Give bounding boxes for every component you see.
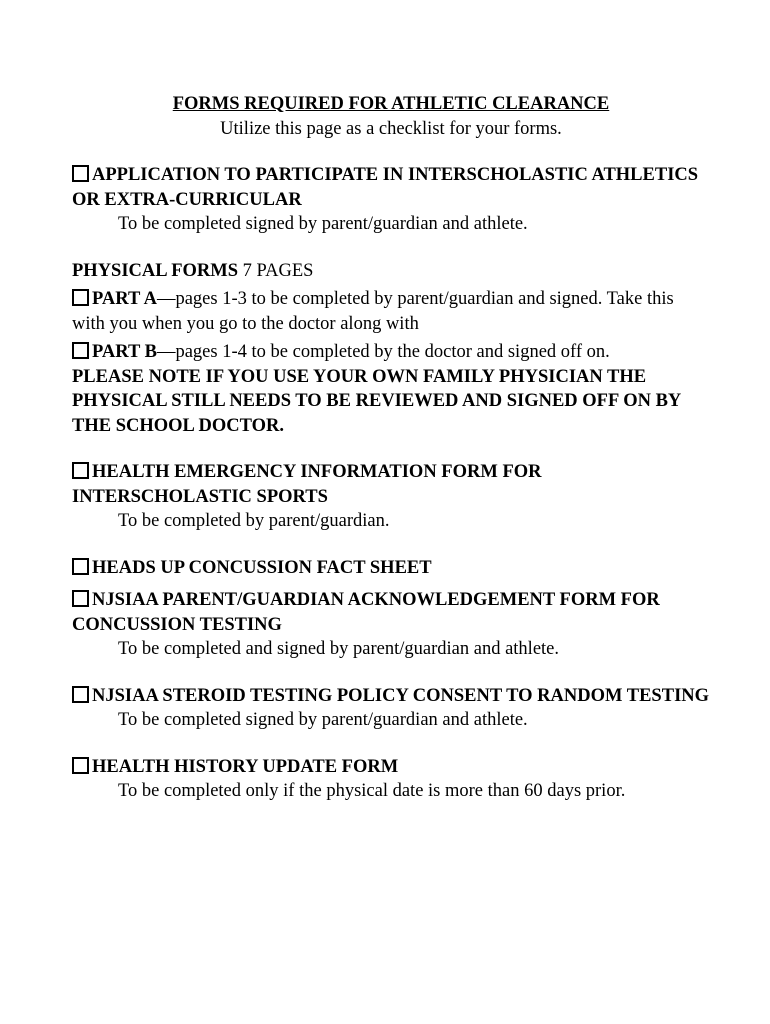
application-title: APPLICATION TO PARTICIPATE IN INTERSCHOLASTIC ATHLETICS OR EXTRA-CURRICULAR bbox=[72, 165, 699, 210]
health-emergency-note: To be completed by parent/guardian. bbox=[118, 511, 390, 531]
steroid-note: To be completed signed by parent/guardian and athlete. bbox=[118, 710, 528, 730]
health-emergency-title: HEALTH EMERGENCY INFORMATION FORM FOR INTERSCHOLASTIC SPORTS bbox=[72, 462, 542, 507]
part-b-checkbox[interactable] bbox=[72, 342, 89, 359]
physical-pages: 7 PAGES bbox=[242, 260, 314, 281]
health-history-item bbox=[72, 755, 710, 804]
fact-sheet-checkbox[interactable] bbox=[72, 558, 89, 575]
concussion-section bbox=[72, 556, 710, 662]
physical-forms-section bbox=[72, 259, 710, 439]
health-emergency-checkbox[interactable] bbox=[72, 462, 89, 479]
part-b-text: —pages 1-4 to be completed by the doctor and signed off on. bbox=[156, 342, 610, 362]
health-history-title: HEALTH HISTORY UPDATE FORM bbox=[92, 756, 399, 777]
part-a-item bbox=[72, 287, 710, 336]
health-emergency-item bbox=[72, 460, 710, 534]
physical-heading: PHYSICAL FORMS bbox=[72, 260, 239, 281]
concussion-ack-title: NJSIAA PARENT/GUARDIAN ACKNOWLEDGEMENT FORM FOR CONCUSSION TESTING bbox=[72, 590, 660, 635]
concussion-ack-checkbox[interactable] bbox=[72, 590, 89, 607]
part-a-checkbox[interactable] bbox=[72, 289, 89, 306]
steroid-item bbox=[72, 684, 710, 733]
physical-warning: PLEASE NOTE IF YOU USE YOUR OWN FAMILY PHYSICIAN THE PHYSICAL STILL NEEDS TO BE REVIEWED AND SIGNED OFF ON BY THE SCHOOL DOCTOR. bbox=[72, 366, 681, 436]
part-b-item bbox=[72, 340, 710, 365]
steroid-title: NJSIAA STEROID TESTING POLICY CONSENT TO RANDOM TESTING bbox=[92, 685, 710, 706]
concussion-note: To be completed and signed by parent/guardian and athlete. bbox=[118, 639, 560, 659]
part-b-label: PART B bbox=[92, 342, 157, 362]
health-history-checkbox[interactable] bbox=[72, 757, 89, 774]
fact-sheet-title: HEADS UP CONCUSSION FACT SHEET bbox=[92, 557, 432, 578]
page-subtitle: Utilize this page as a checklist for your forms. bbox=[220, 118, 562, 139]
application-note: To be completed signed by parent/guardian and athlete. bbox=[118, 214, 528, 234]
application-item bbox=[72, 163, 710, 237]
part-a-label: PART A bbox=[92, 289, 157, 309]
part-a-text: —pages 1-3 to be completed by parent/guardian and signed. Take this with you when you go to the doctor along with bbox=[72, 289, 674, 334]
application-checkbox[interactable] bbox=[72, 165, 89, 182]
health-history-note: To be completed only if the physical date is more than 60 days prior. bbox=[118, 781, 626, 801]
page-title: FORMS REQUIRED FOR ATHLETIC CLEARANCE bbox=[172, 94, 610, 114]
steroid-checkbox[interactable] bbox=[72, 686, 89, 703]
